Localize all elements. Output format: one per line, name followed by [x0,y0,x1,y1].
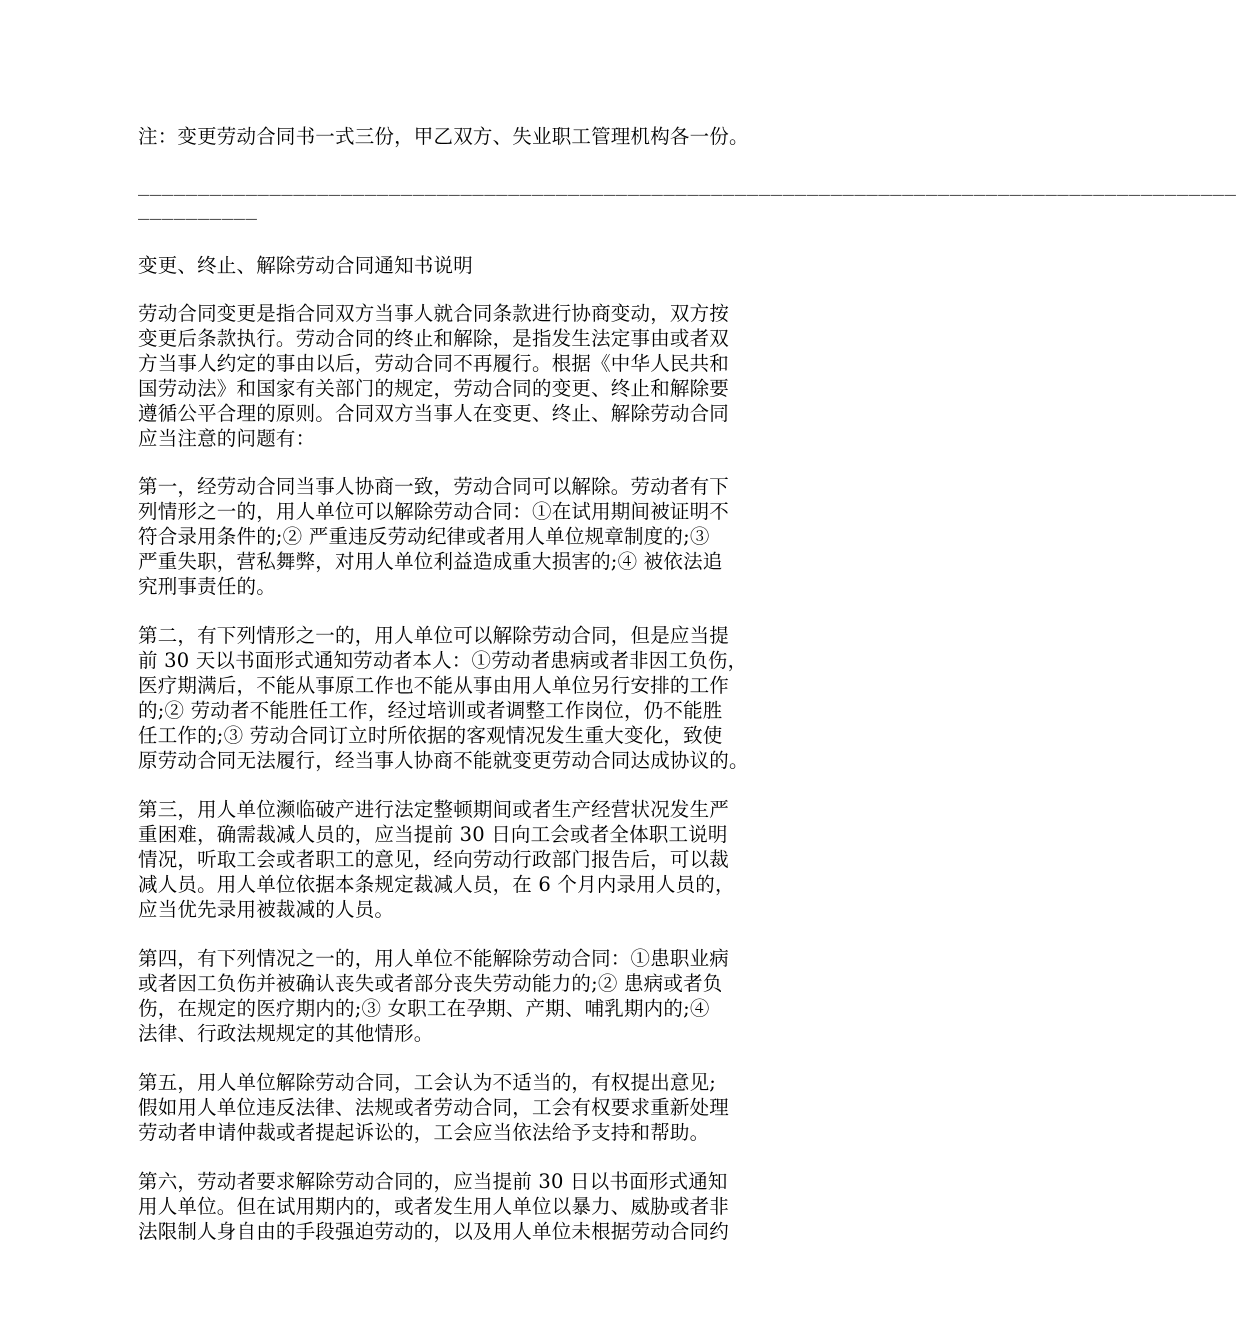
paragraph-line: 重困难，确需裁减人员的，应当提前 30 日向工会或者全体职工说明 [138,823,728,846]
paragraph-line: 或者因工负伤并被确认丧失或者部分丧失劳动能力的;② 患病或者负 [138,972,723,995]
paragraph-line: 第二，有下列情形之一的，用人单位可以解除劳动合同，但是应当提 [138,624,730,647]
paragraph-line: 医疗期满后，不能从事原工作也不能从事由用人单位另行安排的工作 [138,674,730,697]
paragraph-line: 符合录用条件的;② 严重违反劳动纪律或者用人单位规章制度的;③ [138,525,710,548]
paragraph-line: 劳动合同变更是指合同双方当事人就合同条款进行协商变动，双方按 [138,302,730,325]
note-line: 注：变更劳动合同书一式三份，甲乙双方、失业职工管理机构各一份。 [138,125,749,148]
paragraph-line: 遵循公平合理的原则。合同双方当事人在变更、终止、解除劳动合同 [138,402,730,425]
separator-line-1: ____________________________________________________________________________________________ [138,174,1236,196]
paragraph-line: 第五，用人单位解除劳动合同，工会认为不适当的，有权提出意见; [138,1071,717,1094]
paragraph-line: 严重失职，营私舞弊，对用人单位利益造成重大损害的;④ 被依法追 [138,550,723,573]
paragraph-line: 究刑事责任的。 [138,575,276,598]
paragraph-line: 原劳动合同无法履行，经当事人协商不能就变更劳动合同达成协议的。 [138,749,749,772]
paragraph-line: 任工作的;③ 劳动合同订立时所依据的客观情况发生重大变化，致使 [138,724,723,747]
paragraph-line: 法限制人身自由的手段强迫劳动的，以及用人单位未根据劳动合同约 [138,1220,730,1243]
paragraph-line: 应当注意的问题有： [138,427,316,450]
paragraph-line: 应当优先录用被裁减的人员。 [138,898,395,921]
paragraph-line: 伤，在规定的医疗期内的;③ 女职工在孕期、产期、哺乳期内的;④ [138,997,710,1020]
paragraph-line: 前 30 天以书面形式通知劳动者本人：①劳动者患病或者非因工负伤， [138,649,748,672]
paragraph-line: 法律、行政法规规定的其他情形。 [138,1022,434,1045]
paragraph-line: 的;② 劳动者不能胜任工作，经过培训或者调整工作岗位，仍不能胜 [138,699,723,722]
paragraph-line: 假如用人单位违反法律、法规或者劳动合同，工会有权要求重新处理 [138,1096,730,1119]
paragraph-line: 第四，有下列情况之一的，用人单位不能解除劳动合同：①患职业病 [138,947,730,970]
paragraph-line: 减人员。用人单位依据本条规定裁减人员，在 6 个月内录用人员的， [138,873,735,896]
document-heading: 变更、终止、解除劳动合同通知书说明 [138,254,473,277]
paragraph-line: 第六，劳动者要求解除劳动合同的，应当提前 30 日以书面形式通知 [138,1170,728,1193]
paragraph-line: 方当事人约定的事由以后，劳动合同不再履行。根据《中华人民共和 [138,352,730,375]
paragraph-line: 变更后条款执行。劳动合同的终止和解除，是指发生法定事由或者双 [138,327,730,350]
separator-line-2: __________ [138,198,258,220]
paragraph-line: 劳动者申请仲裁或者提起诉讼的，工会应当依法给予支持和帮助。 [138,1121,710,1144]
paragraph-line: 用人单位。但在试用期内的，或者发生用人单位以暴力、威胁或者非 [138,1195,730,1218]
paragraph-line: 第一，经劳动合同当事人协商一致，劳动合同可以解除。劳动者有下 [138,475,730,498]
paragraph-line: 情况，听取工会或者职工的意见，经向劳动行政部门报告后，可以裁 [138,848,730,871]
paragraph-line: 列情形之一的，用人单位可以解除劳动合同：①在试用期间被证明不 [138,500,730,523]
paragraph-line: 国劳动法》和国家有关部门的规定，劳动合同的变更、终止和解除要 [138,377,730,400]
paragraph-line: 第三，用人单位濒临破产进行法定整顿期间或者生产经营状况发生严 [138,798,730,821]
